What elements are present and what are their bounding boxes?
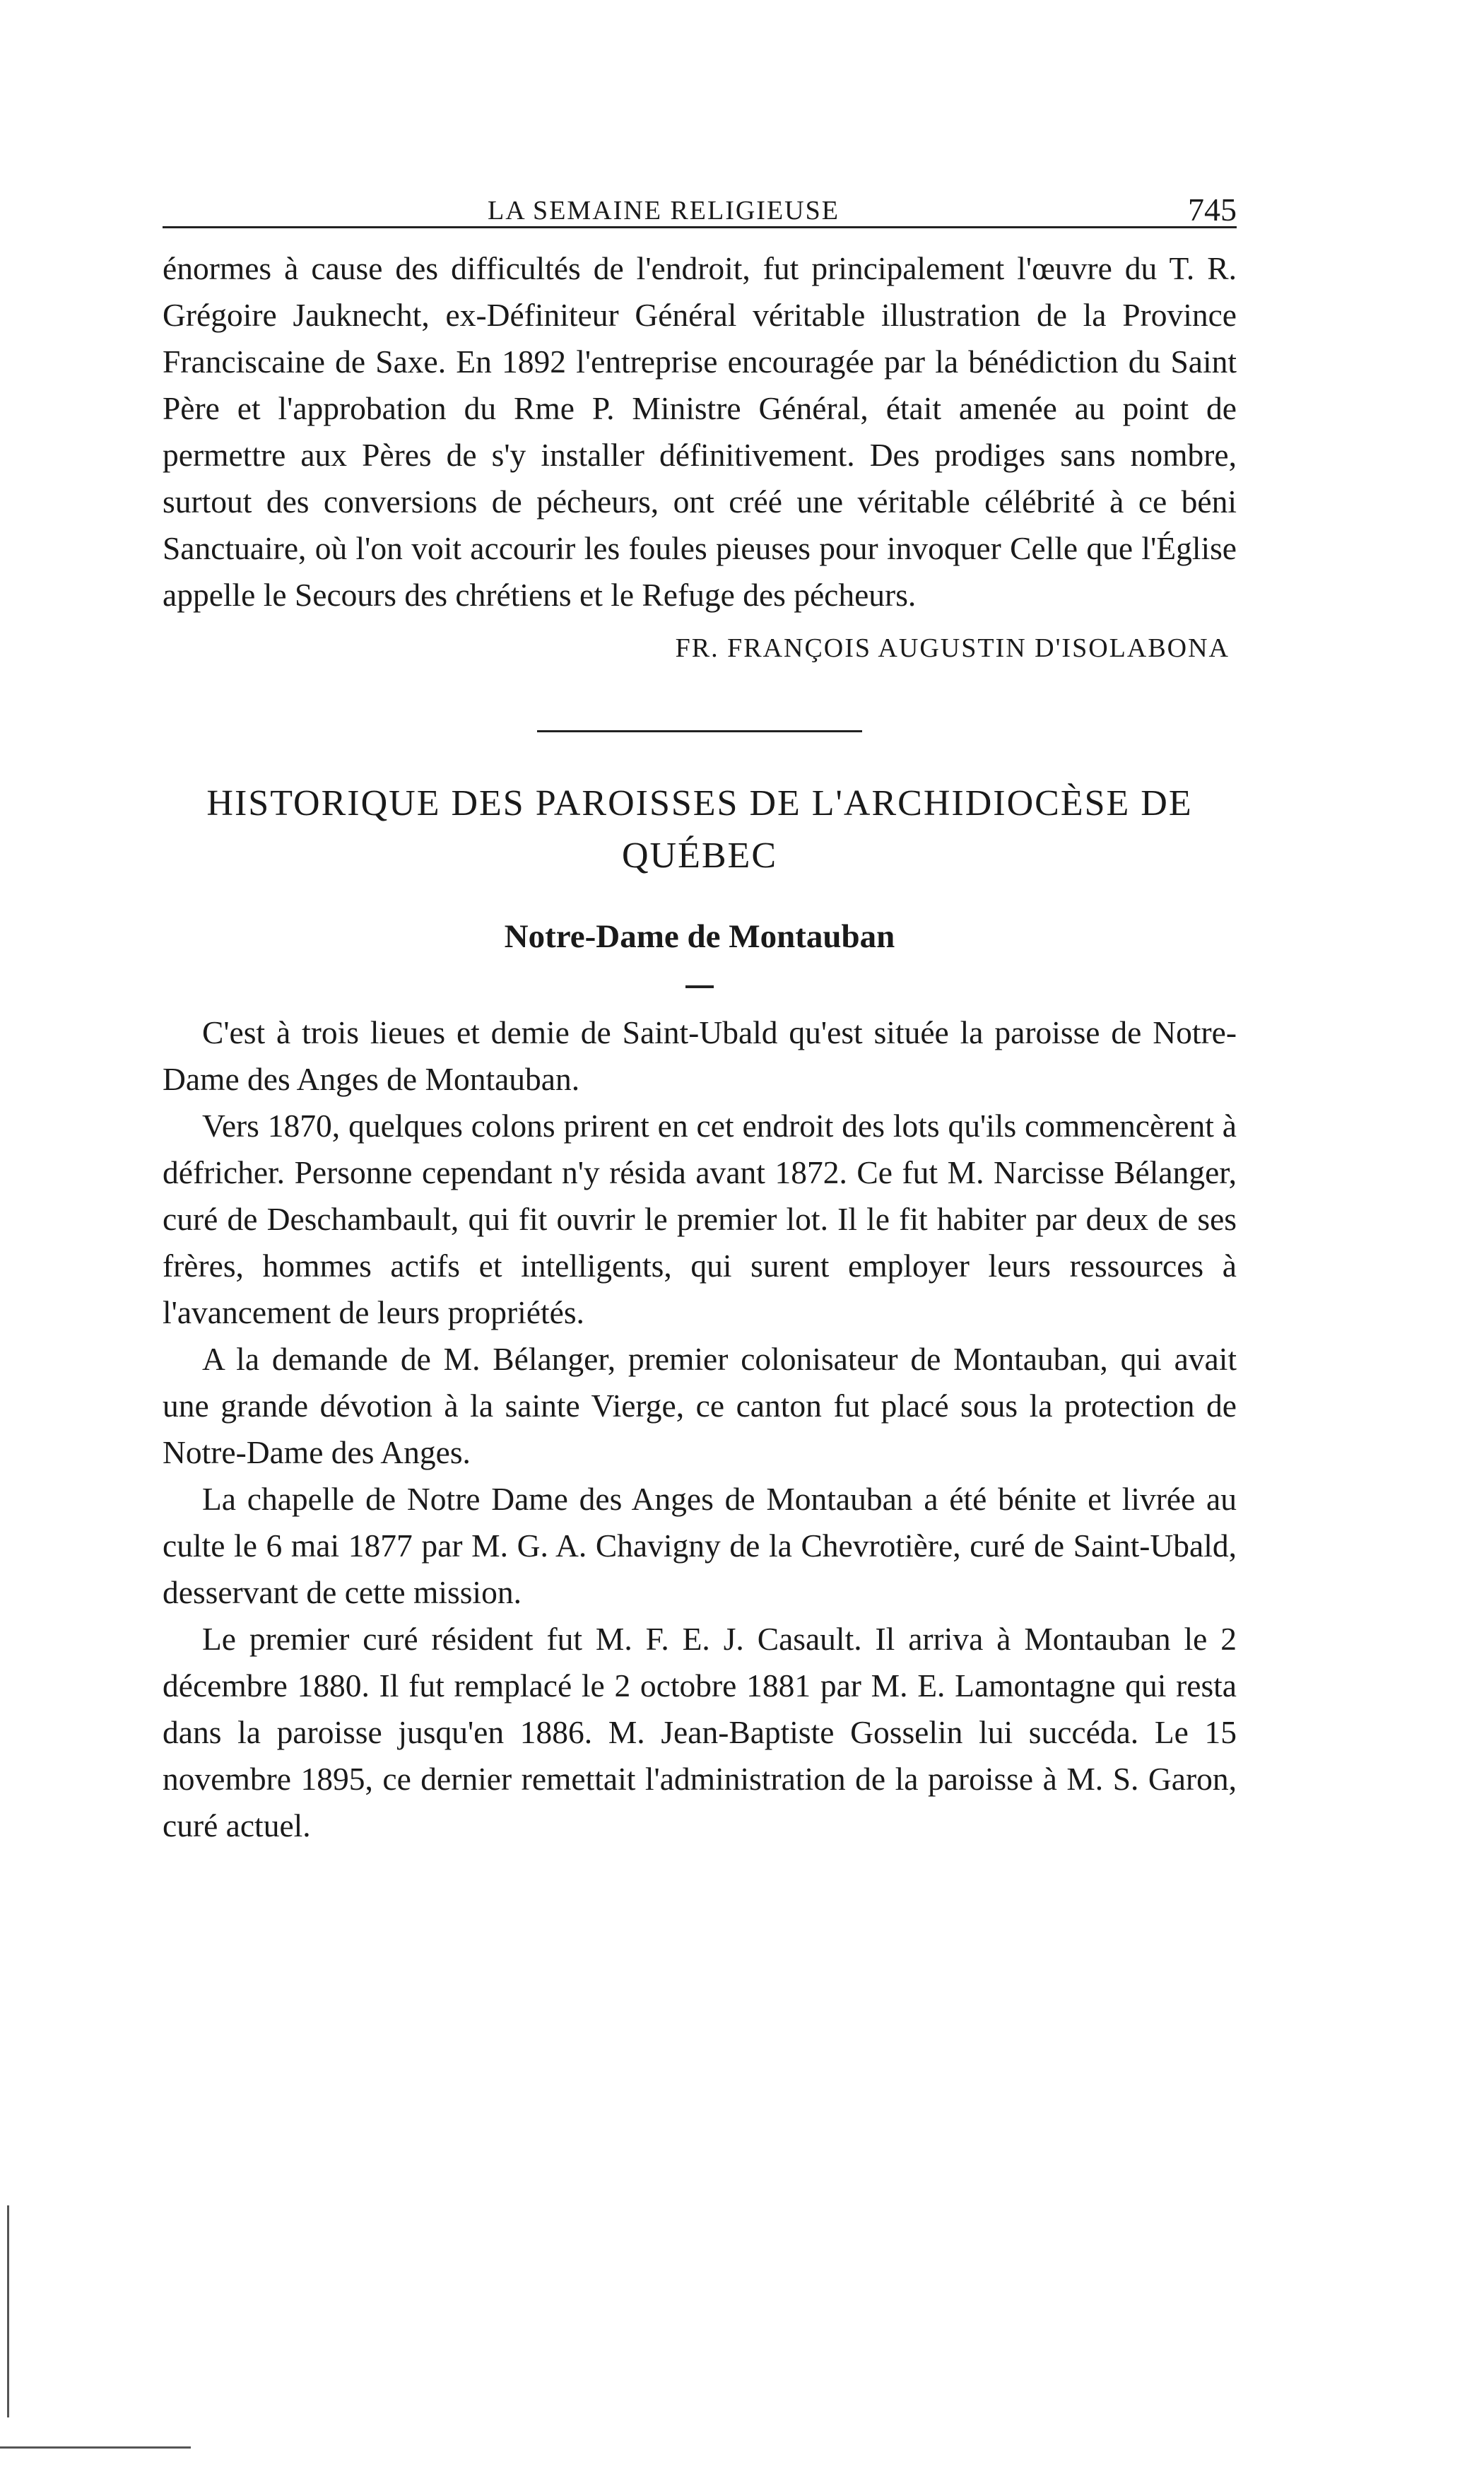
- book-page: [163, 177, 1237, 1849]
- paragraph: La chapelle de Notre Dame des Anges de Montauban a été bénite et livrée au culte le 6 mai 1877 par M. G. A. Chavigny de la Chevrotière, curé de Saint-Ubald, desservant de cette mission.: [163, 1481, 1237, 1610]
- section-title: HISTORIQUE DES PAROISSES DE L'ARCHIDIOCÈSE DE QUÉBEC: [206, 783, 1193, 876]
- section-subtitle: Notre-Dame de Montauban: [504, 918, 895, 955]
- subtitle-dash: [685, 985, 714, 988]
- header-rule: [163, 226, 1237, 228]
- section-body: [163, 1009, 1237, 1849]
- paragraph: A la demande de M. Bélanger, premier colonisateur de Montauban, qui avait une grande dévotion à la sainte Vierge, ce canton fut placé sous la protection de Notre-Dame des Anges.: [163, 1341, 1237, 1470]
- section-separator: [537, 730, 862, 732]
- page-fold-mark: [0, 2446, 191, 2449]
- article-continuation: [163, 245, 1237, 618]
- running-title: LA SEMAINE RELIGIEUSE: [488, 196, 840, 225]
- continuation-paragraph: énormes à cause des difficultés de l'endroit, fut principalement l'œuvre du T. R. Grégoire Jauknecht, ex-Définiteur Général véritable illustration de la Province Franciscaine de Saxe. En 1892 l'entreprise encouragée par la bénédiction du Saint Père et l'approbation du Rme P. Ministre Général, était amenée au point de permettre aux Pères de s'y installer définitivement. Des prodiges sans nombre, surtout des conversions de pécheurs, ont créé une véritable célébrité à ce béni Sanctuaire, où l'on voit accourir les foules pieuses pour invoquer Celle que l'Église appelle le Secours des chrétiens et le Refuge des pécheurs.: [163, 250, 1237, 613]
- running-header: [163, 177, 1237, 226]
- page-number: 745: [1188, 192, 1237, 228]
- author-signature: FR. FRANÇOIS AUGUSTIN D'ISOLABONA: [675, 633, 1230, 663]
- paragraph: Vers 1870, quelques colons prirent en cet endroit des lots qu'ils commencèrent à défricher. Personne cependant n'y résida avant 1872. Ce fut M. Narcisse Bélanger, curé de Deschambault, qui fit ouvrir le premier lot. Il le fit habiter par deux de ses frères, hommes actifs et intelligents, qui surent employer leurs ressources à l'avancement de leurs propriétés.: [163, 1108, 1237, 1330]
- page-edge-mark: [7, 2205, 9, 2417]
- paragraph: Le premier curé résident fut M. F. E. J. Casault. Il arriva à Montauban le 2 décembre 1880. Il fut remplacé le 2 octobre 1881 par M. E. Lamontagne qui resta dans la paroisse jusqu'en 1886. M. Jean-Baptiste Gosselin lui succéda. Le 15 novembre 1895, ce dernier remettait l'administration de la paroisse à M. S. Garon, curé actuel.: [163, 1621, 1237, 1843]
- paragraph: C'est à trois lieues et demie de Saint-Ubald qu'est située la paroisse de Notre-Dame des Anges de Montauban.: [163, 1014, 1237, 1097]
